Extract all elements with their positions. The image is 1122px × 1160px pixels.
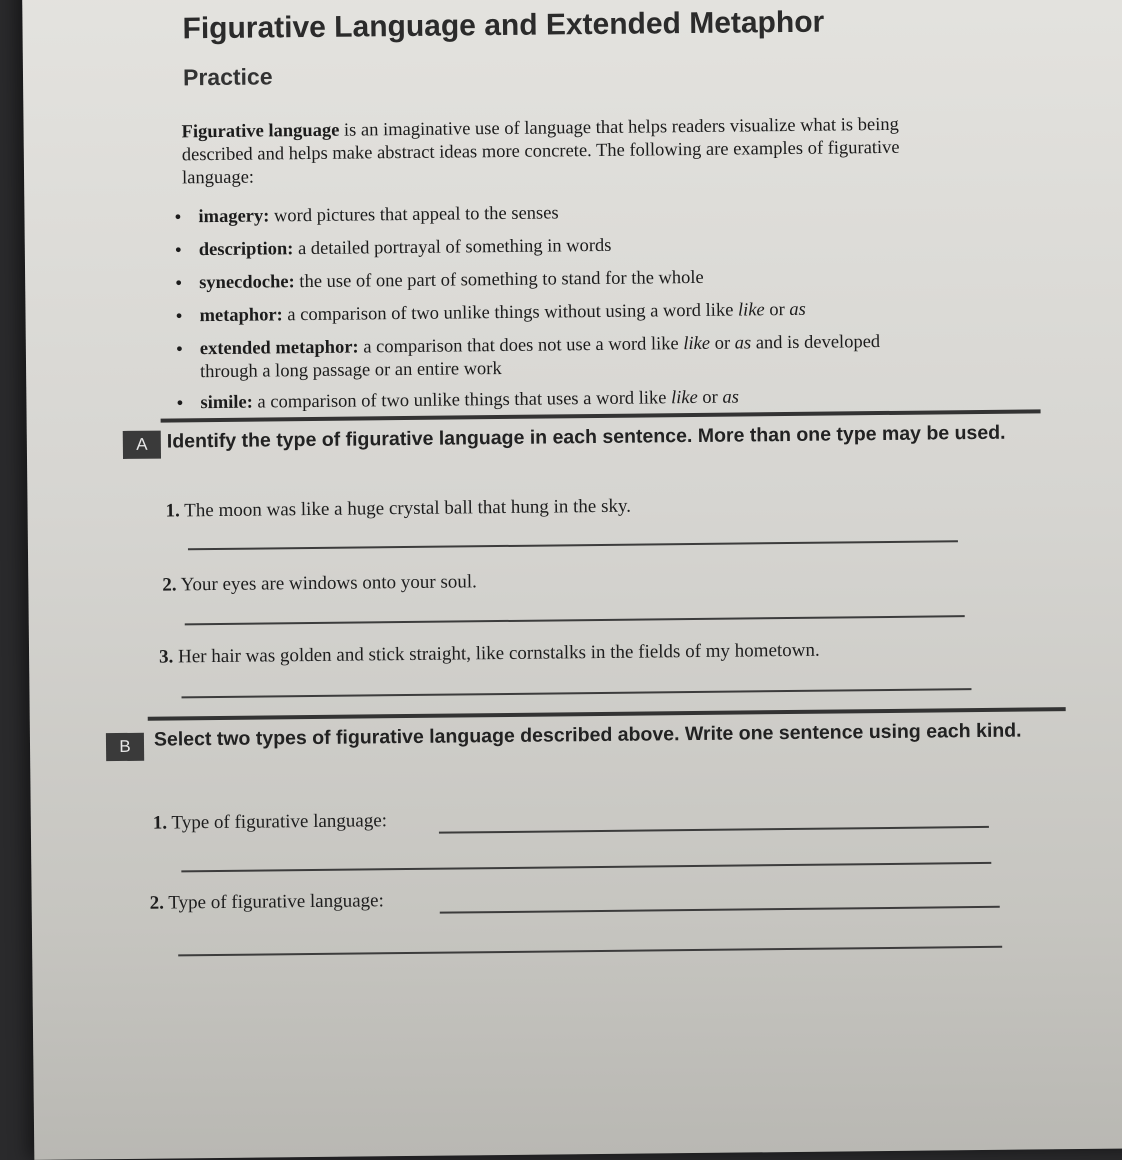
section-b-heading: Select two types of figurative language described above. Write one sentence using each kind. bbox=[153, 719, 1022, 751]
answer-line-b2[interactable] bbox=[178, 946, 1002, 957]
list-item: • extended metaphor: a comparison that does not use a word like like or as and is developed through a long passage or an entire work bbox=[176, 330, 940, 384]
page-title: Figurative Language and Extended Metaphor bbox=[182, 5, 825, 46]
question-a2: 2. Your eyes are windows onto your soul. bbox=[162, 571, 477, 596]
page-subtitle: Practice bbox=[182, 63, 273, 91]
list-item: • simile: a comparison of two unlike things that uses a word like like or as bbox=[176, 384, 976, 415]
question-b2: 2. Type of figurative language: bbox=[149, 890, 384, 914]
list-item: • metaphor: a comparison of two unlike things without using a word like like or as bbox=[175, 297, 975, 328]
intro-term: Figurative language bbox=[181, 120, 340, 143]
question-b1: 1. Type of figurative language: bbox=[152, 810, 388, 834]
worksheet-page bbox=[22, 0, 1122, 1160]
list-item: • description: a detailed portrayal of something in words bbox=[175, 231, 975, 262]
list-item: • synecdoche: the use of one part of something to stand for the whole bbox=[175, 264, 975, 295]
type-line-b2[interactable] bbox=[440, 906, 1000, 914]
answer-line-a1[interactable] bbox=[188, 540, 958, 550]
intro-text: is an imaginative use of language that helps readers visualize what is being described and helps make abstract ideas more concrete. The following are examples of figurative language: bbox=[181, 114, 900, 189]
intro-paragraph bbox=[181, 114, 922, 191]
figurative-language-list bbox=[174, 198, 976, 425]
question-a1: 1. The moon was like a huge crystal ball that hung in the sky. bbox=[165, 495, 632, 522]
answer-line-a3[interactable] bbox=[182, 688, 972, 698]
section-a-heading: Identify the type of figurative language in each sentence. More than one type may be used. bbox=[166, 421, 1006, 453]
list-item: • imagery: word pictures that appeal to the senses bbox=[174, 198, 974, 229]
question-a3: 3. Her hair was golden and stick straight, like cornstalks in the fields of my hometown. bbox=[158, 639, 820, 668]
type-line-b1[interactable] bbox=[439, 826, 989, 834]
section-b-badge: B bbox=[106, 733, 144, 761]
section-a-badge: A bbox=[123, 431, 161, 459]
answer-line-a2[interactable] bbox=[185, 615, 965, 625]
answer-line-b1[interactable] bbox=[181, 862, 991, 872]
